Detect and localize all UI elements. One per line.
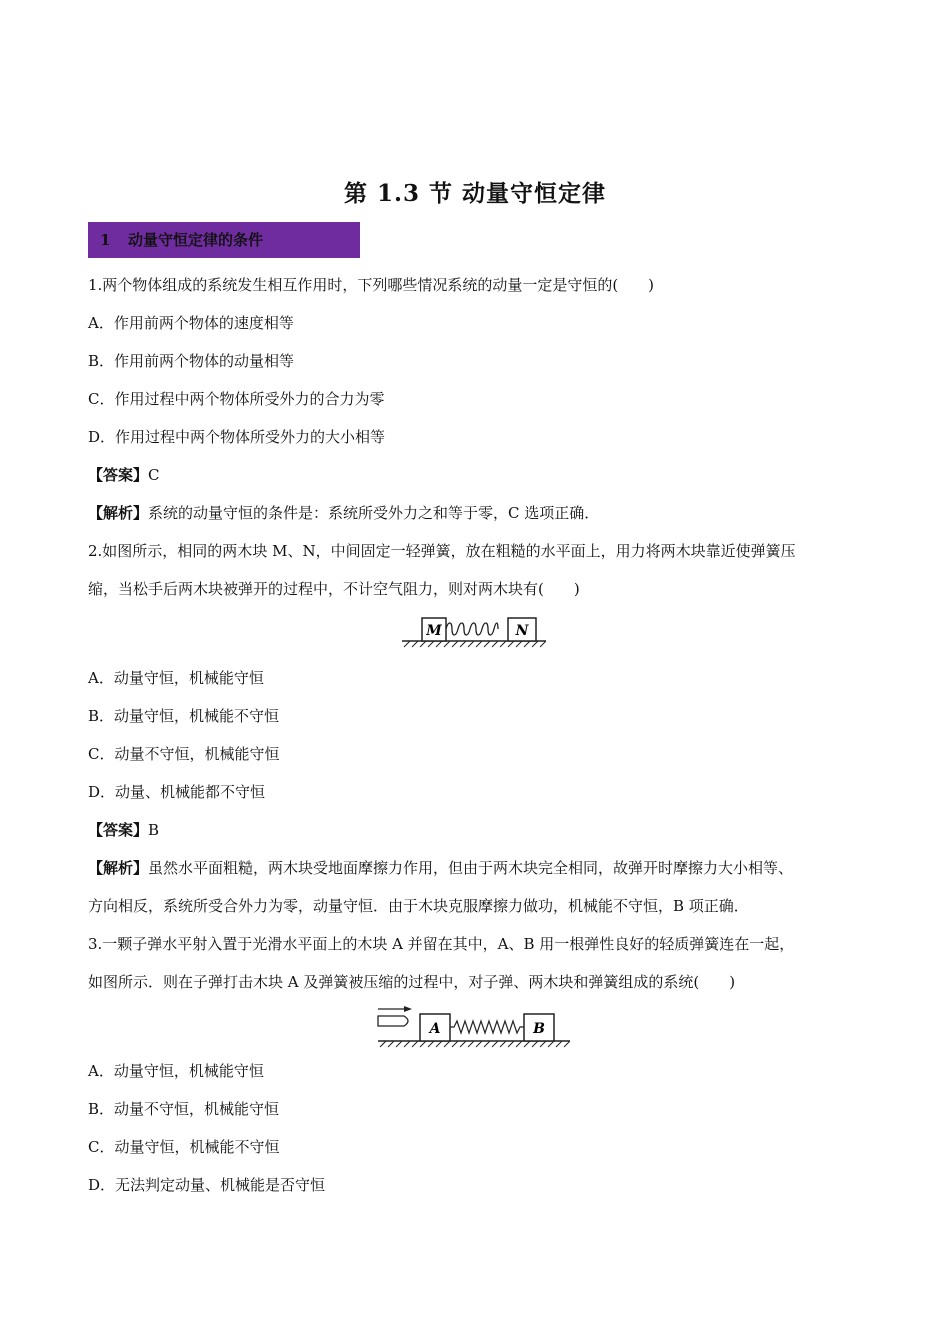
question-3-option-b: B．动量不守恒，机械能守恒 — [88, 1100, 280, 1118]
answer-tag: 【答案】 — [88, 466, 149, 484]
question-3-option-a: A．动量守恒，机械能守恒 — [88, 1062, 264, 1080]
question-3-option-c: C．动量守恒，机械能不守恒 — [88, 1138, 280, 1156]
analysis-text: 系统的动量守恒的条件是：系统所受外力之和等于零，C 选项正确． — [148, 504, 600, 522]
block-b-label: B — [533, 1021, 545, 1037]
arrow-right-icon — [378, 1006, 412, 1012]
section-label: 动量守恒定律的条件 — [128, 231, 264, 249]
question-1-answer — [88, 465, 878, 485]
question-2-answer — [88, 820, 878, 840]
block-m-label: M — [426, 623, 442, 639]
question-1-option-d: D．作用过程中两个物体所受外力的大小相等 — [88, 428, 386, 446]
question-1-option-a: A．作用前两个物体的速度相等 — [88, 314, 294, 332]
question-3-figure — [376, 1006, 572, 1048]
question-2-option-a: A．动量守恒，机械能守恒 — [88, 669, 264, 687]
bullet — [378, 1016, 408, 1026]
question-2-analysis-line-1 — [88, 858, 878, 878]
question-2-figure — [400, 612, 548, 648]
analysis-tag: 【解析】 — [88, 859, 149, 877]
question-3-option-d: D．无法判定动量、机械能是否守恒 — [88, 1176, 326, 1194]
question-3-stem-line-1: 3.一颗子弹水平射入置于光滑水平面上的木块 A 并留在其中，A、B 用一根弹性良好的轻质弹簧连在一起， — [88, 935, 795, 953]
answer-tag: 【答案】 — [88, 821, 149, 839]
question-2-stem-line-2: 缩，当松手后两木块被弹开的过程中，不计空气阻力，则对两木块有( ) — [88, 580, 580, 598]
analysis-text: 虽然水平面粗糙，两木块受地面摩擦力作用，但由于两木块完全相同，故弹开时摩擦力大小相等、 — [148, 859, 794, 877]
question-1-stem: 1.两个物体组成的系统发生相互作用时，下列哪些情况系统的动量一定是守恒的( ) — [88, 276, 655, 294]
page-title: 第 1.3 节 动量守恒定律 — [343, 180, 607, 207]
question-1-analysis — [88, 503, 878, 523]
section-number: 1 — [100, 231, 111, 249]
question-2-analysis-line-2: 方向相反，系统所受合外力为零，动量守恒．由于木块克服摩擦力做功，机械能不守恒，B 项正确． — [88, 897, 749, 915]
question-1-option-c: C．作用过程中两个物体所受外力的合力为零 — [88, 390, 385, 408]
ground-hatch — [404, 641, 546, 647]
question-1-option-b: B．作用前两个物体的动量相等 — [88, 352, 295, 370]
spring — [446, 623, 498, 635]
question-2-stem-line-1: 2.如图所示，相同的两木块 M、N，中间固定一轻弹簧，放在粗糙的水平面上，用力将两木块靠近使弹簧压 — [88, 542, 796, 560]
question-3-stem-line-2: 如图所示．则在子弹打击木块 A 及弹簧被压缩的过程中，对子弹、两木块和弹簧组成的系统( ) — [88, 973, 736, 991]
block-n-label: N — [515, 623, 529, 639]
analysis-tag: 【解析】 — [88, 504, 149, 522]
section-header — [88, 222, 360, 258]
question-2-option-d: D．动量、机械能都不守恒 — [88, 783, 266, 801]
question-2-option-c: C．动量不守恒，机械能守恒 — [88, 745, 280, 763]
ground-hatch — [380, 1041, 570, 1047]
spring — [450, 1021, 524, 1033]
answer-value: B — [148, 821, 160, 839]
block-a-label: A — [429, 1021, 441, 1037]
question-2-option-b: B．动量守恒，机械能不守恒 — [88, 707, 280, 725]
answer-value: C — [148, 466, 160, 484]
